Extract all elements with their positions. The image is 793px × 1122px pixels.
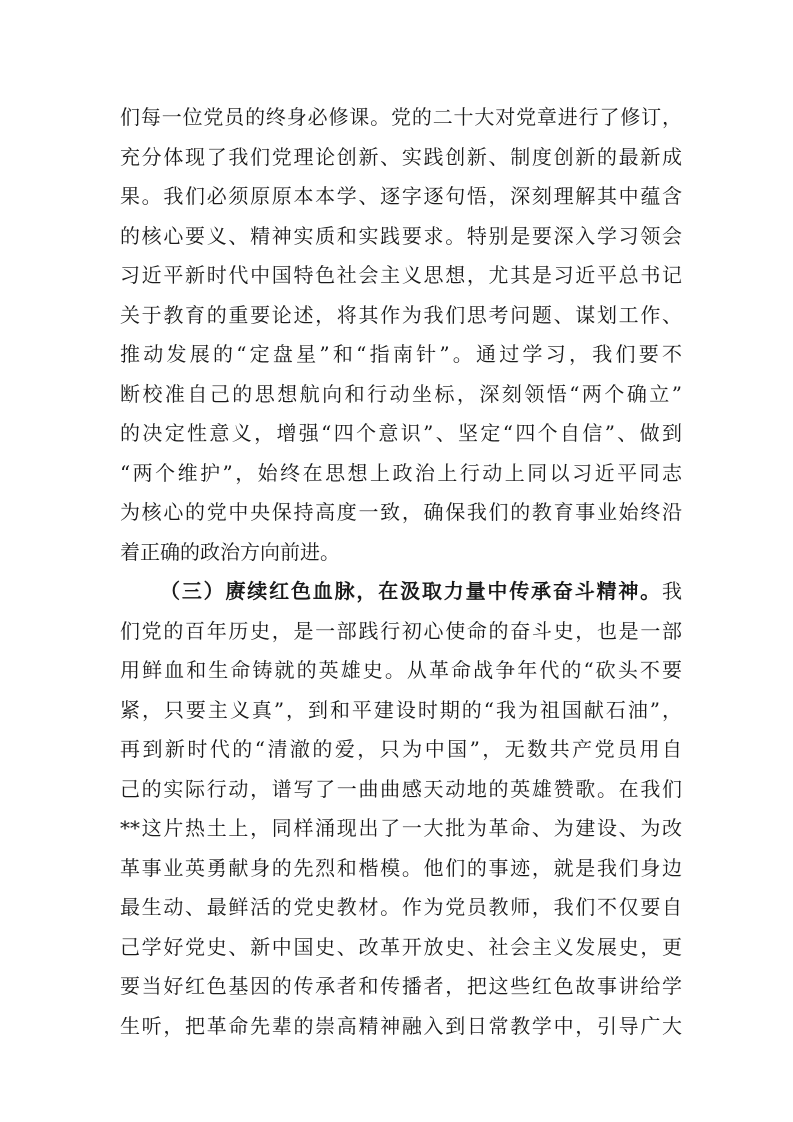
text-line: 推动发展的“定盘星”和“指南针”。通过学习，我们要不	[120, 342, 682, 366]
text-line: 关于教育的重要论述，将其作为我们思考问题、谋划工作、	[120, 302, 682, 327]
text-line: 革事业英勇献身的先烈和楷模。他们的事迹，就是我们身边	[120, 855, 682, 880]
text-line: “两个维护”，始终在思想上政治上行动上同以习近平同志	[120, 460, 682, 485]
text-line: 用鲜血和生命铸就的英雄史。从革命战争年代的“砍头不要	[120, 658, 682, 682]
document-body	[120, 98, 682, 1046]
text-line: 习近平新时代中国特色社会主义思想，尤其是习近平总书记	[120, 263, 682, 287]
text-line: 最生动、最鲜活的党史教材。作为党员教师，我们不仅要自	[120, 895, 682, 919]
text-line: 紧，只要主义真”，到和平建设时期的“我为祖国献石油”，	[120, 697, 682, 722]
text-line: 们党的百年历史，是一部践行初心使命的奋斗史，也是一部	[120, 618, 682, 643]
text-line: 己的实际行动，谱写了一曲曲感天动地的英雄赞歌。在我们	[120, 776, 682, 801]
text-line: 的决定性意义，增强“四个意识”、坚定“四个自信”、做到	[120, 421, 682, 445]
text-line: 断校准自己的思想航向和行动坐标，深刻领悟“两个确立”	[120, 381, 682, 406]
text-line: 果。我们必须原原本本学、逐字逐句悟，深刻理解其中蕴含	[120, 184, 682, 208]
text-line: **这片热土上，同样涌现出了一大批为革命、为建设、为改	[120, 816, 682, 840]
text-line: 为核心的党中央保持高度一致，确保我们的教育事业始终沿	[120, 500, 682, 524]
section-heading: （三）赓续红色血脉，在汲取力量中传承奋斗精神。	[160, 579, 662, 603]
text-line: 充分体现了我们党理论创新、实践创新、制度创新的最新成	[120, 144, 682, 169]
text-line: 生听，把革命先辈的崇高精神融入到日常教学中，引导广大	[120, 1013, 682, 1038]
paragraph-red-bloodline	[120, 572, 682, 1046]
text-run: 我	[662, 579, 682, 603]
text-line: 着正确的政治方向前进。	[120, 539, 340, 564]
text-line: 要当好红色基因的传承者和传播者，把这些红色故事讲给学	[120, 974, 682, 998]
text-line: 再到新时代的“清澈的爱，只为中国”，无数共产党员用自	[120, 737, 682, 761]
section-heading-line	[120, 572, 682, 612]
paragraph-party-constitution	[120, 98, 682, 572]
text-line: 己学好党史、新中国史、改革开放史、社会主义发展史，更	[120, 934, 682, 959]
text-line: 们每一位党员的终身必修课。党的二十大对党章进行了修订，	[120, 105, 682, 129]
text-line: 的核心要义、精神实质和实践要求。特别是要深入学习领会	[120, 223, 682, 248]
